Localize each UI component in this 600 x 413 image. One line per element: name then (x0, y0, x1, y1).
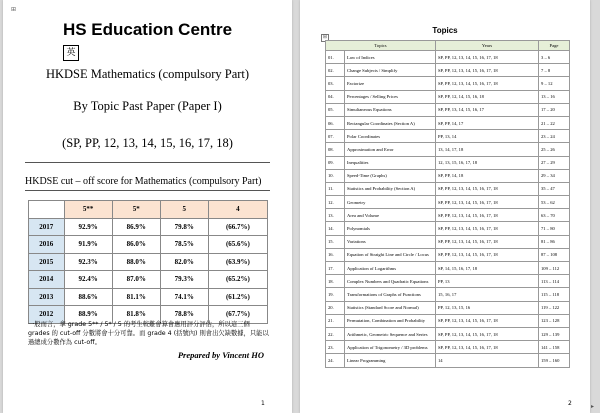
subject-heading: HKDSE Mathematics (compulsory Part) (45, 67, 250, 81)
topic-page-cell: 25 – 26 (539, 143, 570, 156)
english-badge: 英 (63, 45, 79, 61)
page-number: 1 (261, 400, 265, 407)
table-row (326, 64, 570, 77)
topic-page-cell: 129 – 139 (539, 327, 570, 340)
table-row (326, 275, 570, 288)
score-cell: (67.7%) (208, 306, 267, 324)
topic-page-cell: 53 – 62 (539, 196, 570, 209)
topic-name-cell: Area and Volume (345, 209, 436, 222)
topic-page-cell: 29 – 34 (539, 169, 570, 182)
topic-number-cell: 17. (326, 262, 345, 275)
topic-page-cell: 63 – 70 (539, 209, 570, 222)
topic-number-cell: 19. (326, 288, 345, 301)
page-corner-mark: ⊞ (11, 6, 17, 13)
score-cell: 78.8% (160, 306, 208, 324)
topic-page-cell: 115 – 118 (539, 288, 570, 301)
topic-years-cell: SP, PP, 12, 13, 14, 15, 16, 17, 18 (436, 341, 539, 354)
page-title: HS Education Centre (62, 20, 233, 39)
grade-header: 4 (208, 201, 267, 219)
topic-years-cell: PP, 12, 13, 15, 16 (436, 301, 539, 314)
topic-name-cell: Rectangular Coordinates (Section A) (345, 116, 436, 129)
topic-number-cell: 01. (326, 51, 345, 64)
topic-name-cell: Geometry (345, 196, 436, 209)
prepared-by: Prepared by Vincent HO (177, 350, 264, 360)
document-page-right[interactable] (300, 0, 590, 413)
table-row (326, 301, 570, 314)
table-row (326, 182, 570, 195)
scroll-arrow-icon[interactable]: ▸ (591, 404, 595, 410)
cutoff-note: 一般而言，拿 grade 5** / 5* / 5 的考生較難會算會應用評分評估，所以這三個 grades 的 cut-off 分數將會十分可靠。而 grade 4 (括號內) 則會出欠缺數據，只能以過總成分數作為 cut-off。 (28, 321, 269, 346)
table-row (29, 271, 268, 289)
score-cell: 74.1% (160, 288, 208, 306)
paper-heading: By Topic Past Paper (Paper I) (73, 99, 222, 113)
topic-name-cell: Statistics and Probability (Section A) (345, 182, 436, 195)
table-row (326, 143, 570, 156)
score-cell: 88.0% (112, 253, 160, 271)
topic-number-cell: 14. (326, 222, 345, 235)
topic-name-cell: Permutation, Combination and Probability (345, 314, 436, 327)
table-row (326, 288, 570, 301)
topics-body (326, 51, 570, 368)
topic-number-cell: 06. (326, 116, 345, 129)
topic-page-cell: 23 – 24 (539, 130, 570, 143)
topic-number-cell: 11. (326, 182, 345, 195)
score-cell: 81.8% (112, 306, 160, 324)
year-cell: 2014 (29, 271, 65, 289)
score-cell: 79.3% (160, 271, 208, 289)
cutoff-title: HKDSE cut – off score for Mathematics (compulsory Part) (25, 176, 262, 187)
topic-page-cell: 113 – 114 (539, 275, 570, 288)
topic-page-cell: 35 – 47 (539, 182, 570, 195)
topic-name-cell: Arithmetic, Geometric Sequence and Series (345, 327, 436, 340)
topic-name-cell: Statistics (Standard Score and Normal) (345, 301, 436, 314)
score-cell: 92.4% (64, 271, 112, 289)
score-cell: 79.8% (160, 218, 208, 236)
topic-years-cell: SP, PP, 13, 14, 15, 16, 17 (436, 103, 539, 116)
year-cell: 2017 (29, 218, 65, 236)
topic-page-cell: 13 – 16 (539, 90, 570, 103)
table-corner-cell (29, 201, 65, 219)
topic-name-cell: Simultaneous Equations (345, 103, 436, 116)
topic-name-cell: Approximation and Error (345, 143, 436, 156)
table-row (326, 235, 570, 248)
topic-name-cell: Law of Indices (345, 51, 436, 64)
score-cell: 92.9% (64, 218, 112, 236)
topic-name-cell: Percentages / Selling Prices (345, 90, 436, 103)
table-row (326, 169, 570, 182)
topic-name-cell: Inequalities (345, 156, 436, 169)
topic-name-cell: Complex Numbers and Quadratic Equations (345, 275, 436, 288)
column-header-years: Years (436, 41, 539, 51)
table-row (326, 248, 570, 261)
topic-years-cell: SP, PP, 12, 13, 14, 15, 16, 17, 18 (436, 77, 539, 90)
topic-years-cell: SP, PP, 12, 13, 14, 15, 16, 17, 18 (436, 248, 539, 261)
topic-number-cell: 13. (326, 209, 345, 222)
topic-page-cell: 141 – 158 (539, 341, 570, 354)
topic-years-cell: SP, PP, 12, 14, 15, 16, 18 (436, 90, 539, 103)
column-header-topics: Topics (326, 41, 436, 51)
topic-page-cell: 21 – 22 (539, 116, 570, 129)
score-cell: (61.2%) (208, 288, 267, 306)
topic-page-cell: 27 – 29 (539, 156, 570, 169)
divider (25, 162, 270, 163)
table-row (29, 218, 268, 236)
table-row (326, 314, 570, 327)
table-row (326, 51, 570, 64)
topic-page-cell: 109 – 112 (539, 262, 570, 275)
score-cell: 86.0% (112, 236, 160, 254)
score-cell: 88.9% (64, 306, 112, 324)
year-cell: 2016 (29, 236, 65, 254)
topic-page-cell: 81 – 86 (539, 235, 570, 248)
topic-number-cell: 22. (326, 327, 345, 340)
topic-name-cell: Equation of Straight Line and Circle / Locus (345, 248, 436, 261)
topic-name-cell: Application of Trigonometry / 3D problems (345, 341, 436, 354)
topic-years-cell: SP, PP, 12, 13, 14, 15, 16, 17, 18 (436, 222, 539, 235)
topic-page-cell: 87 – 108 (539, 248, 570, 261)
table-row (326, 262, 570, 275)
table-row (326, 156, 570, 169)
topic-years-cell: SP, PP, 14, 17 (436, 116, 539, 129)
divider (25, 190, 270, 191)
topic-number-cell: 10. (326, 169, 345, 182)
topic-years-cell: SP, PP, 14, 18 (436, 169, 539, 182)
score-cell: (63.9%) (208, 253, 267, 271)
topic-years-cell: PP, 13 (436, 275, 539, 288)
table-row (29, 288, 268, 306)
document-page-left[interactable] (3, 0, 292, 413)
year-cell: 2015 (29, 253, 65, 271)
topic-number-cell: 18. (326, 275, 345, 288)
table-row (326, 327, 570, 340)
topic-name-cell: Application of Logarithms (345, 262, 436, 275)
score-cell: (65.6%) (208, 236, 267, 254)
table-row (326, 77, 570, 90)
topic-years-cell: 12, 13, 15, 16, 17, 18 (436, 156, 539, 169)
topic-page-cell: 159 – 160 (539, 354, 570, 367)
topic-years-cell: SP, PP, 12, 13, 14, 15, 16, 17, 18 (436, 209, 539, 222)
topic-number-cell: 09. (326, 156, 345, 169)
score-cell: 82.0% (160, 253, 208, 271)
topic-page-cell: 71 – 80 (539, 222, 570, 235)
years-heading: (SP, PP, 12, 13, 14, 15, 16, 17, 18) (62, 136, 233, 150)
topic-page-cell: 119 – 122 (539, 301, 570, 314)
topic-number-cell: 21. (326, 314, 345, 327)
topic-number-cell: 04. (326, 90, 345, 103)
topic-name-cell: Change Subjects / Simplify (345, 64, 436, 77)
cutoff-header-row (29, 201, 268, 219)
table-row (29, 253, 268, 271)
table-row (326, 354, 570, 367)
topic-number-cell: 20. (326, 301, 345, 314)
topic-years-cell: SP, PP, 12, 13, 14, 15, 16, 17, 18 (436, 327, 539, 340)
topic-page-cell: 17 – 20 (539, 103, 570, 116)
score-cell: (66.7%) (208, 218, 267, 236)
topics-header-row (326, 41, 570, 51)
topic-years-cell: SP, PP, 12, 13, 14, 15, 16, 17, 18 (436, 51, 539, 64)
topic-number-cell: 12. (326, 196, 345, 209)
topic-name-cell: Speed-Time (Graphs) (345, 169, 436, 182)
grade-header: 5 (160, 201, 208, 219)
score-cell: 81.1% (112, 288, 160, 306)
table-move-handle-icon[interactable]: ⊞ (322, 35, 328, 40)
topic-name-cell: Polar Coordinates (345, 130, 436, 143)
score-cell: 88.6% (64, 288, 112, 306)
table-row (326, 196, 570, 209)
table-row (326, 90, 570, 103)
topic-number-cell: 07. (326, 130, 345, 143)
topic-years-cell: 13, 14, 17, 18 (436, 143, 539, 156)
table-row (326, 209, 570, 222)
topic-page-cell: 9 – 12 (539, 77, 570, 90)
column-header-page: Page (539, 41, 570, 51)
score-cell: 87.0% (112, 271, 160, 289)
score-cell: 78.5% (160, 236, 208, 254)
topic-years-cell: SP, PP, 12, 13, 14, 15, 16, 17, 18 (436, 182, 539, 195)
topic-page-cell: 123 – 128 (539, 314, 570, 327)
table-row (326, 222, 570, 235)
topics-title: Topics (432, 26, 458, 35)
cutoff-table (28, 200, 268, 324)
topic-name-cell: Transformations of Graphs of Functions (345, 288, 436, 301)
topic-number-cell: 03. (326, 77, 345, 90)
topic-name-cell: Variations (345, 235, 436, 248)
year-cell: 2013 (29, 288, 65, 306)
table-row (29, 236, 268, 254)
topic-number-cell: 16. (326, 248, 345, 261)
topic-years-cell: 15, 16, 17 (436, 288, 539, 301)
year-cell: 2012 (29, 306, 65, 324)
topic-page-cell: 7 – 8 (539, 64, 570, 77)
score-cell: 92.3% (64, 253, 112, 271)
topic-number-cell: 05. (326, 103, 345, 116)
score-cell: 86.9% (112, 218, 160, 236)
table-row (326, 103, 570, 116)
score-cell: (65.2%) (208, 271, 267, 289)
score-cell: 91.9% (64, 236, 112, 254)
table-row (326, 116, 570, 129)
topic-number-cell: 08. (326, 143, 345, 156)
topic-years-cell: PP, 13, 14 (436, 130, 539, 143)
topic-name-cell: Factorize (345, 77, 436, 90)
topic-years-cell: SP, 14, 15, 16, 17, 18 (436, 262, 539, 275)
topic-number-cell: 23. (326, 341, 345, 354)
page-number: 2 (568, 400, 572, 407)
topic-number-cell: 02. (326, 64, 345, 77)
topic-years-cell: SP, PP, 12, 13, 14, 15, 16, 17, 18 (436, 196, 539, 209)
topic-years-cell: SP, PP, 12, 13, 14, 15, 16, 17, 18 (436, 64, 539, 77)
grade-header: 5* (112, 201, 160, 219)
table-row (326, 130, 570, 143)
topic-name-cell: Polynomials (345, 222, 436, 235)
topic-years-cell: SP, PP, 12, 13, 14, 15, 16, 17, 18 (436, 235, 539, 248)
topics-table (325, 40, 570, 368)
topic-number-cell: 24. (326, 354, 345, 367)
topic-page-cell: 3 – 6 (539, 51, 570, 64)
topic-number-cell: 15. (326, 235, 345, 248)
topic-years-cell: SP, PP, 12, 13, 14, 15, 16, 17, 18 (436, 314, 539, 327)
topic-name-cell: Linear Programming (345, 354, 436, 367)
grade-header: 5** (64, 201, 112, 219)
topic-years-cell: 14 (436, 354, 539, 367)
table-row (326, 341, 570, 354)
